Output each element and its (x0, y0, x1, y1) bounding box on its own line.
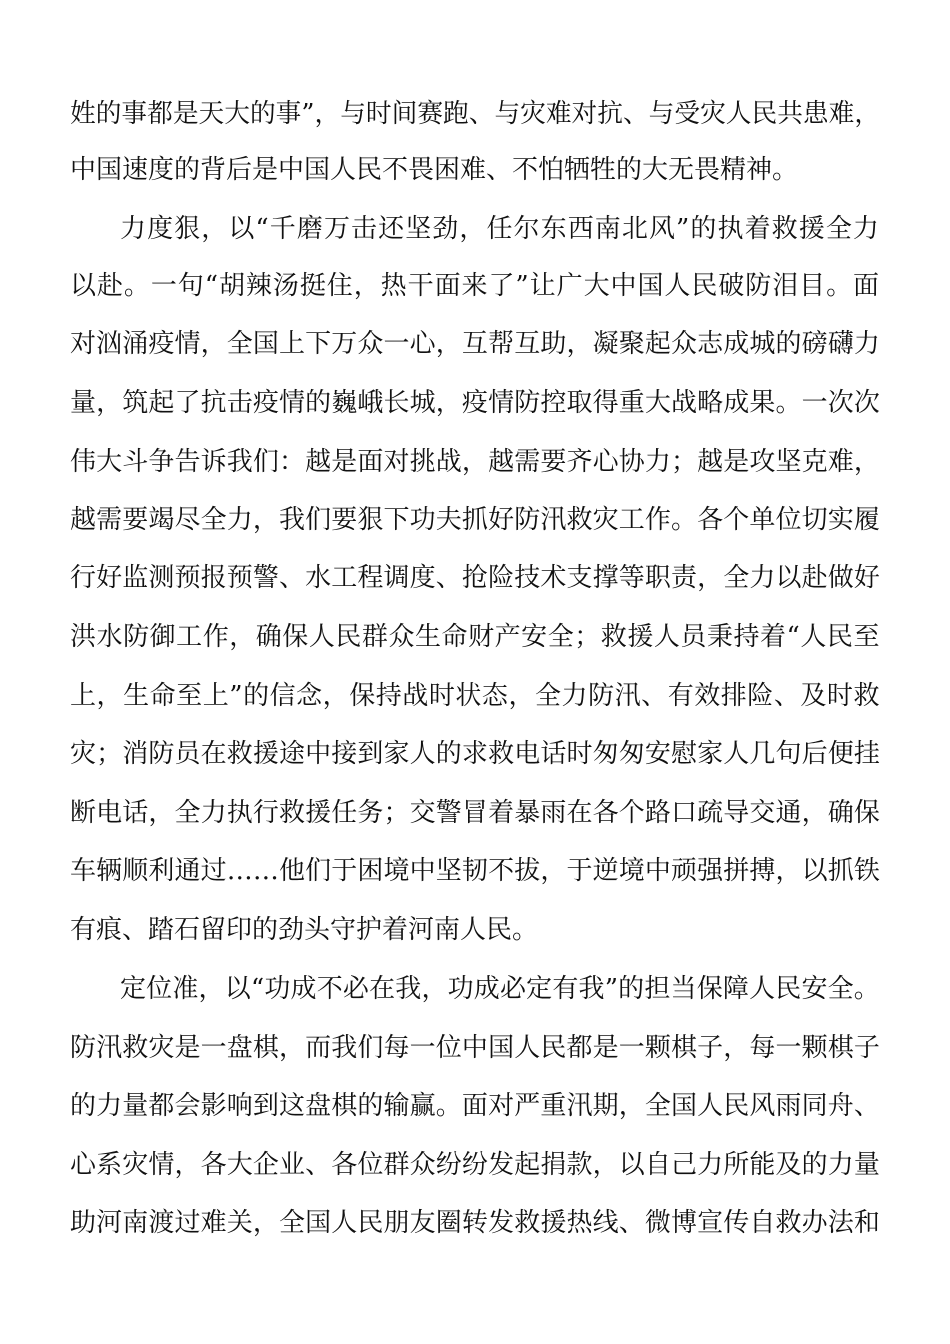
text-line: 行好监测预报预警、水工程调度、抢险技术支撑等职责，全力以赴做好 (70, 563, 880, 593)
text-line: 洪水防御工作，确保人民群众生命财产安全；救援人员秉持着“人民至 (70, 622, 881, 652)
text-line: 中国速度的背后是中国人民不畏困难、不怕牺牲的大无畏精神。 (70, 155, 799, 185)
paragraph-start-line: 定位准，以“功成不必在我，功成必定有我”的担当保障人民安全。 (120, 974, 880, 1004)
text-line: 越需要竭尽全力，我们要狠下功夫抓好防汛救灾工作。各个单位切实履 (70, 505, 880, 535)
text-line: 心系灾情，各大企业、各位群众纷纷发起捐款，以自己力所能及的力量 (70, 1150, 880, 1180)
text-line: 助河南渡过难关，全国人民朋友圈转发救援热线、微博宣传自救办法和 (70, 1208, 880, 1238)
text-line: 量，筑起了抗击疫情的巍峨长城，疫情防控取得重大战略成果。一次次 (70, 388, 880, 418)
text-line: 姓的事都是天大的事”，与时间赛跑、与灾难对抗、与受灾人民共患难， (70, 99, 881, 129)
text-line: 上，生命至上”的信念，保持战时状态，全力防汛、有效排险、及时救 (70, 681, 881, 711)
text-line: 以赴。一句“胡辣汤挺住，热干面来了”让广大中国人民破防泪目。面 (70, 271, 881, 301)
text-line: 防汛救灾是一盘棋，而我们每一位中国人民都是一颗棋子，每一颗棋子 (70, 1033, 880, 1063)
text-line: 有痕、踏石留印的劲头守护着河南人民。 (70, 915, 539, 945)
text-line: 对汹涌疫情，全国上下万众一心，互帮互助，凝聚起众志成城的磅礴力 (70, 329, 880, 359)
text-line: 灾；消防员在救援途中接到家人的求救电话时匆匆安慰家人几句后便挂 (70, 739, 880, 769)
text-line: 伟大斗争告诉我们：越是面对挑战，越需要齐心协力；越是攻坚克难， (70, 447, 880, 477)
text-line: 的力量都会影响到这盘棋的输赢。面对严重汛期，全国人民风雨同舟、 (70, 1091, 880, 1121)
text-line: 车辆顺利通过……他们于困境中坚韧不拔，于逆境中顽强拼搏，以抓铁 (70, 856, 880, 886)
paragraph-start-line: 力度狠，以“千磨万击还坚劲，任尔东西南北风”的执着救援全力 (120, 214, 880, 244)
text-line: 断电话，全力执行救援任务；交警冒着暴雨在各个路口疏导交通，确保 (70, 798, 880, 828)
